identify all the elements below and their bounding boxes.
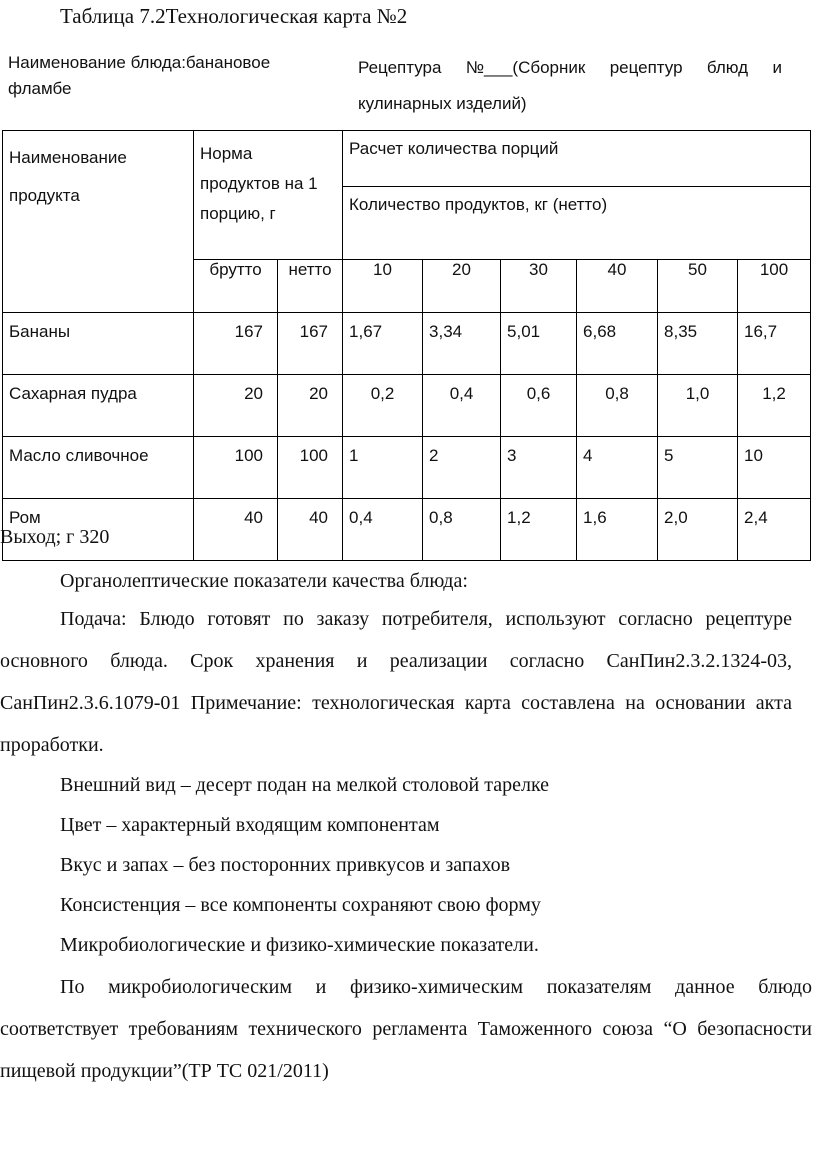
qty-value: 0,8 [423,499,501,561]
qty-value: 0,6 [501,375,577,437]
header-norm: Норма продуктов на 1 порцию, г [194,131,343,260]
recipe-table [2,130,811,561]
qty-value: 2 [423,437,501,499]
output-yield: Выход; г 320 [0,526,110,548]
table-row [3,499,811,561]
qty-value: 3,34 [423,313,501,375]
consistency-line: Консистенция – все компоненты сохраняют свою форму [60,894,541,916]
header-brutto: брутто [194,260,278,313]
appearance-line: Внешний вид – десерт подан на мелкой столовой тарелке [60,774,550,796]
qty-value: 4 [577,437,658,499]
qty-value: 1,0 [658,375,738,437]
qty-value: 2,0 [658,499,738,561]
qty-value: 5,01 [501,313,577,375]
header-portion: 40 [577,260,658,313]
product-name: Масло сливочное [3,437,194,499]
qty-value: 1,2 [501,499,577,561]
micro-paragraph: По микробиологическим и физико-химическим показателям данное блюдо соответствует требованиям технического регламента Таможенного союза “О безопасности пищевой продукции”(ТР ТС 021/2011) [0,976,812,1082]
organoleptic-heading: Органолептические показатели качества блюда: [60,570,468,592]
netto-value: 20 [278,375,343,437]
qty-value: 1 [343,437,423,499]
brutto-value: 167 [194,313,278,375]
qty-value: 0,4 [423,375,501,437]
qty-value: 3 [501,437,577,499]
netto-value: 100 [278,437,343,499]
table-row [3,437,811,499]
header-qty: Количество продуктов, кг (нетто) [343,187,811,260]
qty-value: 1,6 [577,499,658,561]
brutto-value: 20 [194,375,278,437]
document-title: Таблица 7.2Технологическая карта №2 [60,4,408,28]
header-netto: нетто [278,260,343,313]
header-portion: 10 [343,260,423,313]
recipe-reference [358,50,782,122]
recipe-part: Рецептура [358,58,442,77]
qty-value: 8,35 [658,313,738,375]
color-line: Цвет – характерный входящим компонентам [60,814,440,836]
header-portion: 50 [658,260,738,313]
recipe-part: и [772,58,782,77]
table-row [3,313,811,375]
product-name: Бананы [3,313,194,375]
header-product: Наименование продукта [3,131,194,313]
netto-value: 40 [278,499,343,561]
taste-line: Вкус и запах – без посторонних привкусов и запахов [60,854,511,876]
header-portion: 30 [501,260,577,313]
dish-name: Наименование блюда:банановое фламбе [8,53,271,98]
qty-value: 1,2 [738,375,811,437]
netto-value: 167 [278,313,343,375]
qty-value: 0,8 [577,375,658,437]
table-row [3,375,811,437]
recipe-part: рецептур [609,58,683,77]
qty-value: 10 [738,437,811,499]
product-name: Ром [3,499,194,561]
qty-value: 6,68 [577,313,658,375]
qty-value: 16,7 [738,313,811,375]
brutto-value: 100 [194,437,278,499]
header-calc: Расчет количества порций [343,131,811,187]
qty-value: 5 [658,437,738,499]
micro-heading: Микробиологические и физико-химические показатели. [60,934,539,956]
recipe-line2: кулинарных изделий) [358,94,527,113]
serving-paragraph: Подача: Блюдо готовят по заказу потребителя, используют согласно рецептуре основного блюда. Срок хранения и реализации согласно СанПин2.3.2.1324-03, СанПин2.3.6.1079-01 Примечание: технологическая карта составлена на основании акта проработки. [0,608,792,756]
recipe-part: №___(Сборник [465,58,586,77]
header-portion: 20 [423,260,501,313]
qty-value: 0,4 [343,499,423,561]
qty-value: 0,2 [343,375,423,437]
qty-value: 2,4 [738,499,811,561]
qty-value: 1,67 [343,313,423,375]
brutto-value: 40 [194,499,278,561]
recipe-part: блюд [706,58,749,77]
product-name: Сахарная пудра [3,375,194,437]
header-portion: 100 [738,260,811,313]
